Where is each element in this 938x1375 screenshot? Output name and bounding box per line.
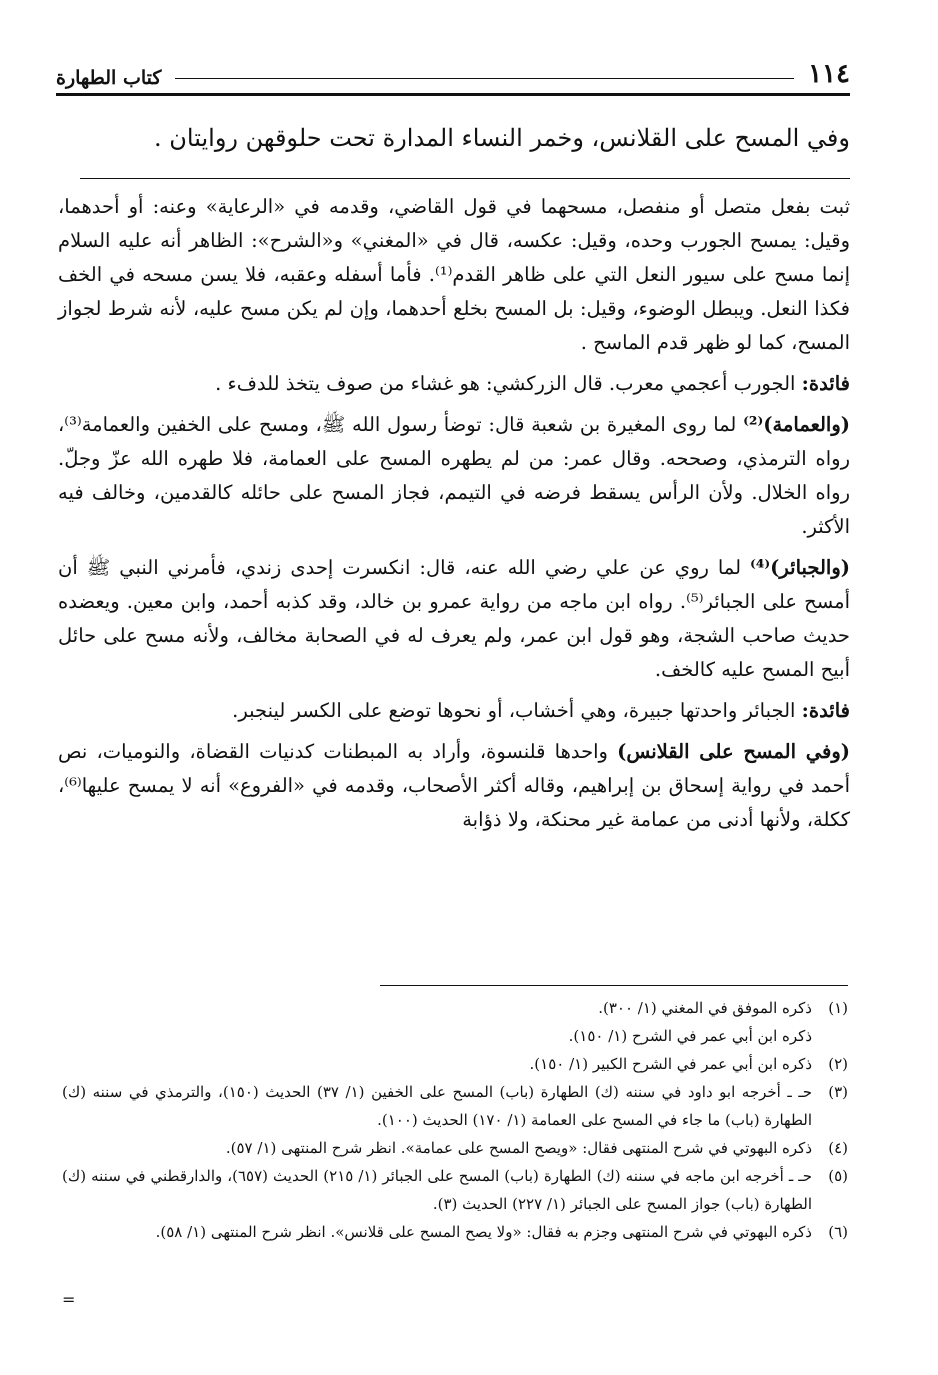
commentary-text: لما روى المغيرة بن شعبة قال: توضأ رسول الله ﷺ، ومسح على الخفين والعمامة⁽³⁾، رواه الترمذي، وصححه. وقال عمر: من لم يطهره المسح على العمامة، فلا طهره الله عزّ وجلّ. رواه الخلال. ولأن الرأس يسقط فرضه في التيمم، فجاز المسح على حائله كالقدمين، وخالف فيه الأكثر. bbox=[58, 413, 850, 538]
fayda-label: فائدة: bbox=[801, 372, 850, 395]
footnotes bbox=[62, 994, 848, 1246]
commentary-paragraph bbox=[58, 694, 850, 728]
commentary-text: الجورب أعجمي معرب. قال الزركشي: هو غشاء من صوف يتخذ للدفء . bbox=[215, 372, 802, 395]
footnote-text: حـ ـ أخرجه ابو داود في سننه (ك) الطهارة (باب) المسح على الخفين (١/ ٣٧) الحديث (١٥٠)، والترمذي في سننه (ك) الطهارة (باب) ما جاء في المسح على العمامة (١/ ١٧٠) الحديث (١٠٠). bbox=[62, 1083, 812, 1129]
matn-quote-label: (وفي المسح على القلانس) bbox=[617, 740, 850, 763]
footnote-continuation: ذكره ابن أبي عمر في الشرح (١/ ١٥٠). bbox=[568, 1027, 812, 1045]
commentary-paragraph bbox=[58, 367, 850, 401]
page-number: ١١٤ bbox=[808, 59, 850, 89]
footnote bbox=[62, 1218, 848, 1246]
footnote-separator bbox=[380, 985, 848, 986]
commentary-paragraph bbox=[58, 735, 850, 837]
footnote-text: حـ ـ أخرجه ابن ماجه في سننه (ك) الطهارة (باب) المسح على الجبائر (١/ ٢١٥) الحديث (٦٥٧)، والدارقطني في سننه (ك) الطهارة (باب) جواز المسح على الجبائر (١/ ٢٢٧) الحديث (٣). bbox=[62, 1167, 812, 1213]
continuation-mark: = bbox=[62, 1290, 76, 1309]
commentary-paragraph bbox=[58, 190, 850, 360]
footnote-text: ذكره ابن أبي عمر في الشرح الكبير (١/ ١٥٠). bbox=[529, 1055, 812, 1073]
commentary-text: لما روي عن علي رضي الله عنه، قال: انكسرت إحدى زندي، فأمرني النبي ﷺ أن أمسح على الجبائر⁽⁵⁾. رواه ابن ماجه من رواية عمرو بن خالد، وقد كذبه أحمد، وابن معين. ويعضده حديث صاحب الشجة، وهو قول ابن عمر، ولم يعرف له في الصحابة مخالف، ولأنه مسح على حائل أبيح المسح عليه كالخف. bbox=[58, 556, 850, 681]
matn-quote-label: (والجبائر)⁽⁴⁾ bbox=[750, 556, 850, 579]
footnote-text: ذكره الموفق في المغني (١/ ٣٠٠). bbox=[598, 999, 812, 1017]
commentary-text: ثبت بفعل متصل أو منفصل، مسحهما في قول القاضي، وقدمه في «الرعاية» وعنه: أو أحدهما، وقيل: يمسح الجورب وحده، وقيل: عكسه، قال في «المغني» و«الشرح»: الظاهر أنه عليه السلام إنما مسح على سيور النعل التي على ظاهر القدم⁽¹⁾. فأما أسفله وعقبه، فلا يسن مسحه في الخف فكذا النعل. ويبطل الوضوء، وقيل: بل المسح بخلع أحدهما، وإن لم يكن مسح عليه، لأنه شرط لجواز المسح، كما لو ظهر قدم الماسح . bbox=[58, 195, 850, 354]
footnote-number: (٢) bbox=[828, 1055, 848, 1073]
header-rule bbox=[175, 78, 794, 79]
footnote bbox=[62, 1134, 848, 1162]
footnote bbox=[62, 1050, 848, 1078]
book-title: كتاب الطهارة bbox=[56, 67, 162, 89]
footnote-number: (١) bbox=[828, 999, 848, 1017]
footnote bbox=[62, 994, 848, 1022]
commentary-text: واحدها قلنسوة، وأراد به المبطنات كدنيات القضاة، والنوميات، نص أحمد في رواية إسحاق بن إبراهيم، وقاله أكثر الأصحاب، وقدمه في «الفروع» أنه لا يمسح عليها⁽⁶⁾، ككلة، ولأنها أدنى من عمامة غير محنكة، ولا ذؤابة bbox=[58, 740, 850, 831]
matn-quote-label: (والعمامة)⁽²⁾ bbox=[743, 413, 850, 436]
footnote-number: (٦) bbox=[828, 1223, 848, 1241]
footnote-text: ذكره البهوتي في شرح المنتهى وجزم به فقال: «ولا يصح المسح على قلانس». انظر شرح المنتهى (١/ ٥٨). bbox=[155, 1223, 812, 1241]
matn-separator bbox=[80, 178, 850, 179]
commentary bbox=[58, 190, 850, 844]
matn-text: وفي المسح على القلانس، وخمر النساء المدارة تحت حلوقهن روايتان . bbox=[154, 124, 850, 152]
footnote-number: (٣) bbox=[828, 1083, 848, 1101]
commentary-paragraph bbox=[58, 408, 850, 544]
running-header bbox=[56, 56, 850, 96]
footnote-number: (٥) bbox=[828, 1167, 848, 1185]
commentary-paragraph bbox=[58, 551, 850, 687]
footnote-number: (٤) bbox=[828, 1139, 848, 1157]
commentary-text: الجبائر واحدتها جبيرة، وهي أخشاب، أو نحوها توضع على الكسر لينجبر. bbox=[232, 699, 802, 722]
footnote bbox=[62, 1162, 848, 1218]
footnote bbox=[62, 1078, 848, 1134]
fayda-label: فائدة: bbox=[801, 699, 850, 722]
footnote-text: ذكره البهوتي في شرح المنتهى فقال: «ويصح المسح على عمامة». انظر شرح المنتهى (١/ ٥٧). bbox=[225, 1139, 812, 1157]
